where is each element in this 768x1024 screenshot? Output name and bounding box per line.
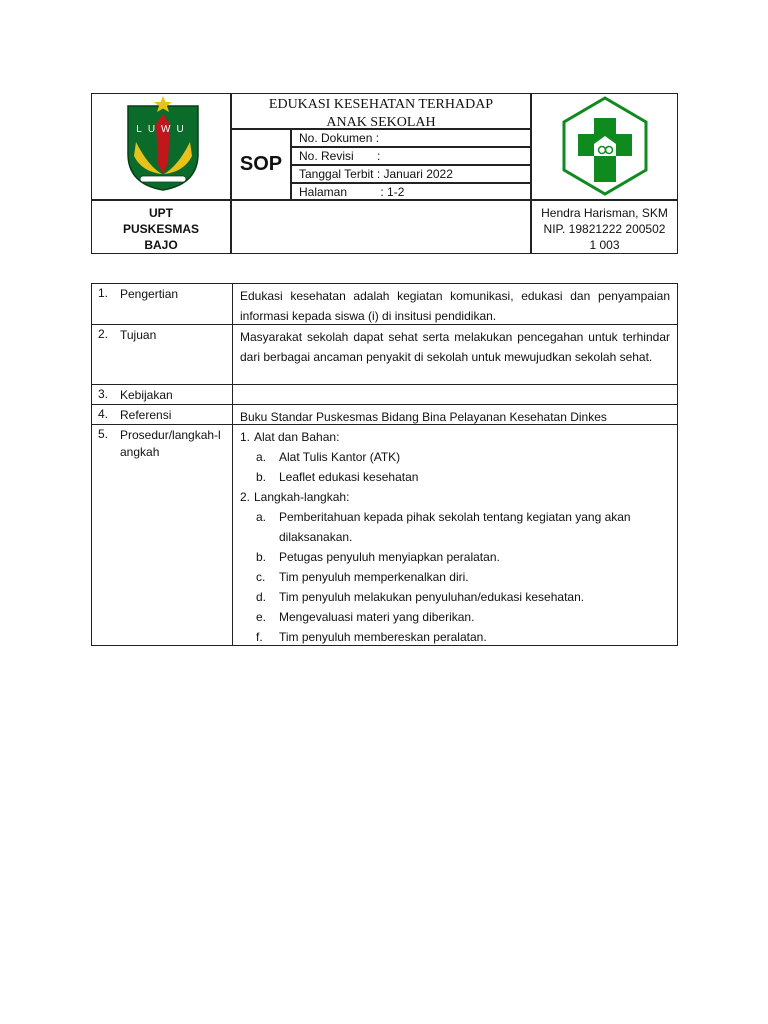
row-label: Prosedur/langkah-langkah <box>120 428 221 459</box>
step-tools-materials <box>240 427 670 447</box>
org-line-2: PUSKESMAS <box>122 222 199 236</box>
title-line-1: EDUKASI KESEHATAN TERHADAP <box>268 97 494 112</box>
list-text: Tim penyuluh memperkenalkan diri. <box>279 570 469 584</box>
org-line-3: BAJO <box>144 238 178 252</box>
list-item <box>240 567 670 587</box>
left-logo-cell <box>91 93 231 200</box>
row-text: Edukasi kesehatan adalah kegiatan komunikasi, edukasi dan penyampaian informasi kepada siswa (i) di insitusi pendidikan. <box>232 284 677 324</box>
title-line-2: ANAK SEKOLAH <box>326 115 436 130</box>
signer-nip: NIP. 19821222 200502 <box>543 222 666 236</box>
list-marker: f. <box>256 630 263 644</box>
step-title: Langkah-langkah: <box>254 490 350 504</box>
row-number: 1. <box>98 286 109 300</box>
regency-crest-icon <box>92 94 232 201</box>
list-item <box>240 447 670 467</box>
list-marker: b. <box>256 550 267 564</box>
list-item <box>240 607 670 627</box>
meta-row-document-number <box>291 129 531 147</box>
crest-text: LUWU <box>136 124 190 135</box>
row-label: Kebijakan <box>120 388 173 402</box>
sop-label: SOP <box>231 129 291 200</box>
row-reference <box>91 404 678 425</box>
step-procedure <box>240 487 670 507</box>
row-purpose <box>91 324 678 385</box>
document-title <box>231 93 531 129</box>
meta-key: Tanggal Terbit : Januari 2022 <box>299 167 453 181</box>
list-text: Petugas penyuluh menyiapkan peralatan. <box>279 550 500 564</box>
list-item <box>240 587 670 607</box>
row-label: Referensi <box>120 408 172 422</box>
list-text: Alat Tulis Kantor (ATK) <box>279 450 401 464</box>
list-item <box>240 627 670 647</box>
list-text: Tim penyuluh melakukan penyuluhan/edukasi kesehatan. <box>279 590 585 604</box>
row-text: Masyarakat sekolah dapat sehat serta melakukan pencegahan untuk terhindar dari berbagai ancaman penyakit di sekolah untuk mewujudkan sekolah sehat. <box>232 325 677 384</box>
list-marker: c. <box>256 570 266 584</box>
org-line-1: UPT <box>149 206 173 220</box>
row-number: 2. <box>98 327 109 341</box>
signer-nip-cont: 1 003 <box>589 238 620 252</box>
step-marker: 1. <box>240 430 251 444</box>
meta-key: No. Revisi : <box>299 149 381 163</box>
list-item <box>240 507 670 547</box>
puskesmas-cross-icon <box>532 94 679 201</box>
row-label: Tujuan <box>120 328 157 342</box>
list-marker: a. <box>256 510 267 524</box>
row-number: 4. <box>98 407 109 421</box>
signer-block <box>531 200 678 254</box>
empty-header-cell <box>231 200 531 254</box>
signer-name: Hendra Harisman, SKM <box>541 206 668 220</box>
row-policy <box>91 384 678 405</box>
meta-key: Halaman : 1-2 <box>299 185 405 199</box>
list-item <box>240 547 670 567</box>
row-procedure <box>91 424 678 646</box>
list-text: Pemberitahuan kepada pihak sekolah tentang kegiatan yang akan dilaksanakan. <box>279 510 631 544</box>
procedure-content <box>232 425 677 645</box>
list-marker: b. <box>256 470 267 484</box>
step-title: Alat dan Bahan: <box>254 430 340 444</box>
row-text: Buku Standar Puskesmas Bidang Bina Pelayanan Kesehatan Dinkes <box>232 405 677 424</box>
list-item <box>240 467 670 487</box>
list-text: Leaflet edukasi kesehatan <box>279 470 419 484</box>
row-text <box>232 385 677 404</box>
list-text: Tim penyuluh membereskan peralatan. <box>279 630 487 644</box>
organization-name <box>91 200 231 254</box>
row-label: Pengertian <box>120 287 179 301</box>
meta-row-issue-date <box>291 165 531 183</box>
row-definition <box>91 283 678 325</box>
list-marker: d. <box>256 590 267 604</box>
meta-row-page <box>291 183 531 200</box>
list-marker: a. <box>256 450 267 464</box>
row-number: 3. <box>98 387 109 401</box>
right-logo-cell <box>531 93 678 200</box>
meta-row-revision <box>291 147 531 165</box>
step-marker: 2. <box>240 490 251 504</box>
list-marker: e. <box>256 610 267 624</box>
meta-key: No. Dokumen : <box>299 131 380 145</box>
list-text: Mengevaluasi materi yang diberikan. <box>279 610 475 624</box>
row-number: 5. <box>98 427 109 441</box>
